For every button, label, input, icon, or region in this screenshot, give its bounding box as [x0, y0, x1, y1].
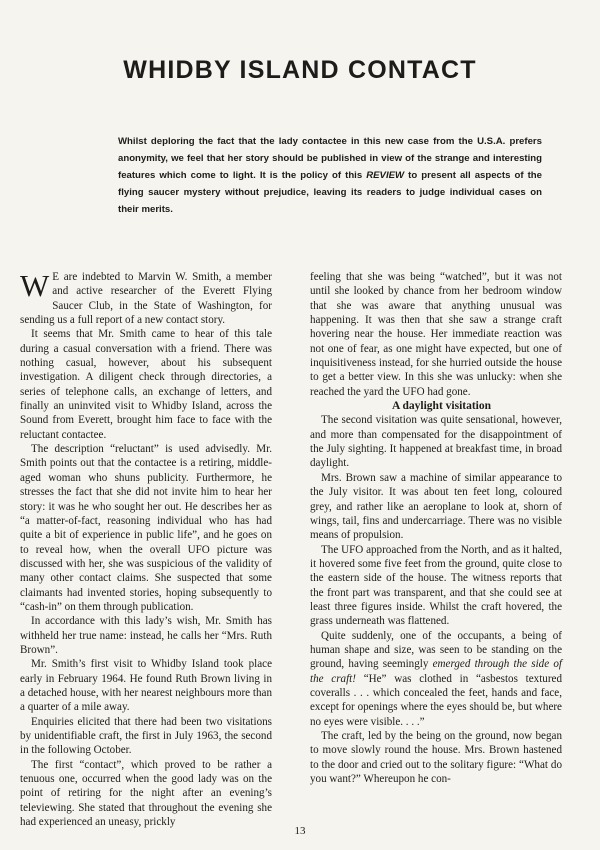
paragraph: It seems that Mr. Smith came to hear of this tale during a casual conversation with a friend. There was nothing casual, however, about his subsequent investigation. A diligent check through directories, a series of telephone calls, an exchange of letters, and finally an uninvited visit to Whidby Island, across the Sound from Everett, brought him face to face with the reluctant contactee.	[20, 328, 272, 441]
paragraph: The first “contact”, which proved to be rather a tenuous one, occurred when the good lady was on the point of retiring for the night after an evening’s televiewing. She stated that throughout the evening she had experienced an uneasy, prickly	[20, 758, 272, 829]
paragraph-text: “He” was clothed in “asbestos textured coveralls . . . which concealed the feet, hands and face, except for openings where the eyes should be, but where no eyes were visible. . . .”	[310, 672, 562, 728]
paragraph: Enquiries elicited that there had been two visitations by unidentifiable craft, the first in July 1963, the second in the following October.	[20, 715, 272, 757]
paragraph: In accordance with this lady’s wish, Mr. Smith has withheld her true name: instead, he calls her “Mrs. Ruth Brown”.	[20, 615, 272, 656]
paragraph-text: Quite suddenly, one of the occupants, a being of human shape and size, was seen to be standing on the ground, having seemingly	[310, 629, 562, 671]
article-title: WHIDBY ISLAND CONTACT	[123, 56, 477, 84]
left-column	[20, 270, 272, 829]
page-number: 13	[294, 825, 306, 837]
paragraph: feeling that she was being “watched”, but it was not until she looked by chance from her bedroom window that she was aware that anything unusual was happening. It was then that she saw a strange craft hovering near the house. Her immediate reaction was not one of fear, as one might have expected, but one of inquisitiveness instead, for she hurried outside the house to get a better view. In this she was unlucky: when she reached the yard the UFO had gone.	[310, 271, 562, 398]
intro-text-after: to present all aspects of the flying saucer mystery without prejudice, leaving its readers to judge individual cases on their merits.	[118, 170, 542, 215]
drop-cap: W	[20, 268, 50, 303]
paragraph: The UFO approached from the North, and as it halted, it hovered some five feet from the ground, quite close to the eastern side of the house. The witness reports that the front part was transparent, and that she could see at least three figures inside. Whilst the craft hovered, the grass underneath was flattened.	[310, 543, 562, 628]
paragraph: The description “reluctant” is used advisedly. Mr. Smith points out that the contactee is a retiring, middle-aged woman who shuns publicity. Furthermore, he stresses the fact that she did not invite him to hear her story: it was he who sought her out. He describes her as “a matter-of-fact, reasoning individual who has had quite a bit of experience in public life”, and he goes on to reveal how, when the overall UFO picture was discussed with her, she was suspicious of the validity of many other contact claims. She suspected that some claimants had invented stories, hoping subsequently to “cash-in” on them through publication.	[20, 443, 272, 613]
section-subheading: A daylight visitation	[391, 400, 492, 413]
paragraph: Mr. Smith’s first visit to Whidby Island took place early in February 1964. He found Ruth Brown living in a detached house, with her nearest neighbours more than a quarter of a mile away.	[20, 658, 272, 714]
right-column	[310, 270, 562, 786]
paragraph	[310, 629, 562, 729]
intro-review-word: REVIEW	[366, 170, 405, 181]
emphasized-text: emerged through the side of the craft!	[310, 658, 562, 685]
paragraph: Mrs. Brown saw a machine of similar appearance to the July visitor. It was about ten feet long, coloured grey, and rather like an aeroplane to look at, shorn of wings, tail, fins and undercarriage. There was no visible means of propulsion.	[310, 471, 562, 542]
paragraph-text: E are indebted to Marvin W. Smith, a member and active researcher of the Everett Flying Saucer Club, in the State of Washington, for sending us a full report of a new contact story.	[20, 271, 272, 327]
paragraph: The craft, led by the being on the ground, now began to move slowly round the house. Mrs. Brown hastened to the door and cried out to the solitary figure: “What do you want?” Whereupon he con-	[310, 730, 562, 786]
paragraph: The second visitation was quite sensational, however, and more than compensated for the disappointment of the July sighting. It happened at breakfast time, in broad daylight.	[310, 414, 562, 470]
editorial-intro	[118, 133, 542, 218]
intro-text-before: Whilst deploring the fact that the lady contactee in this new case from the U.S.A. prefers anonymity, we feel that her story should be published in view of the strange and interesting features which come to light. It is the policy of this	[118, 136, 542, 181]
paragraph	[20, 270, 272, 327]
